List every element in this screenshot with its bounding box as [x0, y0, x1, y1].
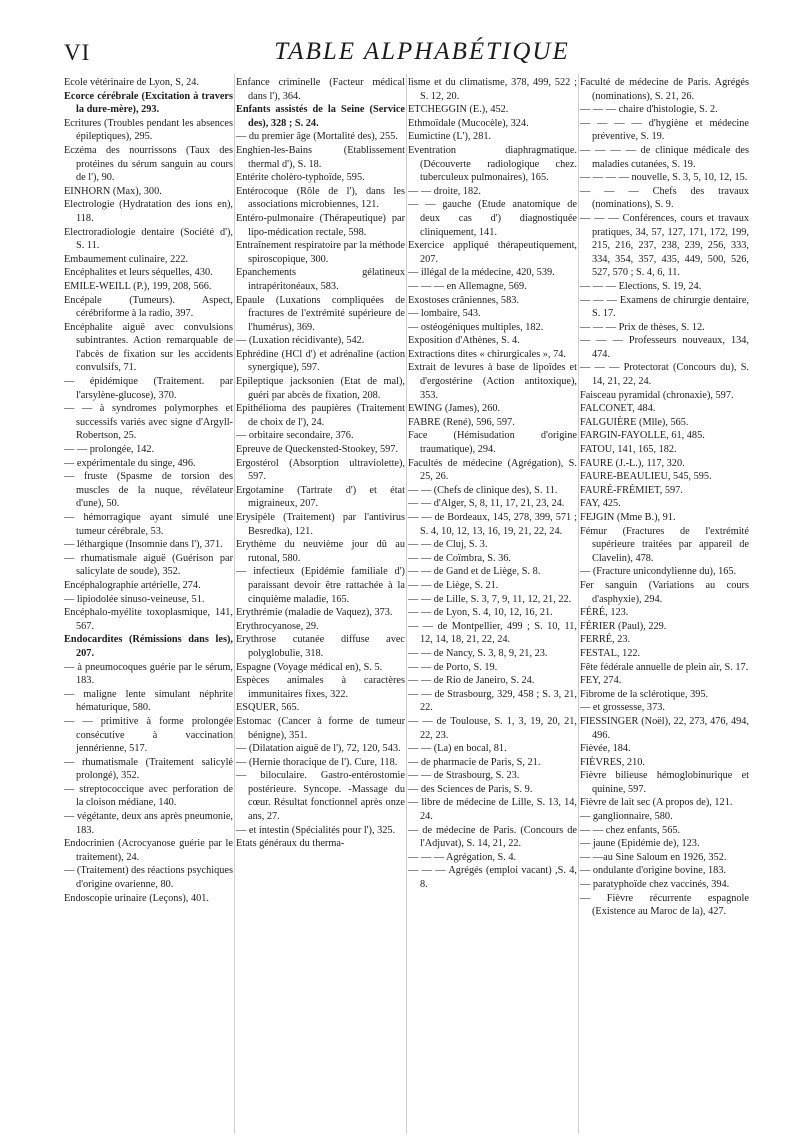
index-entry: FAY, 425. [580, 498, 621, 510]
index-entry: — — de Toulouse, S. 1, 3, 19, 20, 21, 22, 23. [408, 715, 577, 741]
index-entry: — — — — d'hygiène et médecine préventive, S. 19. [580, 117, 749, 143]
index-entry: — — de Lille, S. 3, 7, 9, 11, 12, 21, 22. [408, 593, 572, 605]
index-column-2 [236, 76, 405, 851]
index-entry: — — gauche (Etude anatomique de deux cas d') diagnostiquée cliniquement, 141. [408, 199, 577, 238]
index-entry: Exposition d'Athènes, S. 4. [408, 335, 520, 347]
index-entry: — — — Agrégés (emploi vacant) ,S. 4, 8. [408, 865, 577, 891]
index-entry: — — prolongée, 142. [64, 444, 155, 456]
index-entry: — — de Gand et de Liège, S. 8. [408, 566, 541, 578]
index-entry: — — — chaire d'histologie, S. 2. [580, 104, 718, 116]
index-entry: Faculté de médecine de Paris. Agrégés (nominations), S. 21, 26. [580, 77, 749, 102]
index-entry: ESQUER, 565. [236, 702, 300, 714]
index-entry: Fièvre de lait sec (A propos de), 121. [580, 797, 733, 809]
index-entry: Enfance criminelle (Facteur médical dans l'), 364. [236, 77, 405, 102]
index-entry: FALCONET, 484. [580, 403, 656, 415]
column-divider [234, 74, 235, 1134]
index-entry: lisme et du climatisme, 378, 499, 522 ; S. 12, 20. [408, 77, 577, 102]
index-entry: FABRE (René), 596, 597. [408, 416, 515, 428]
index-entry: Encépale (Tumeurs). Aspect, cérébriforme à la radio, 397. [64, 294, 233, 320]
index-entry: — — de Cluj, S. 3. [408, 539, 488, 551]
index-entry: — lombaire, 543. [408, 308, 481, 320]
index-entry: — (Fracture unicondylienne du), 165. [580, 566, 737, 578]
index-entry: — rhumatismale (Traitement salicylé prolongé), 352. [64, 756, 233, 782]
index-entry: FESTAL, 122. [580, 647, 641, 659]
column-divider [578, 74, 579, 1134]
index-entry: Erysipèle (Traitement) par l'antivirus Besredka), 121. [236, 512, 405, 537]
index-entry: FALGUIÈRE (Mlle), 565. [580, 416, 689, 428]
index-entry: — maligne lente simulant néphrite hématurique, 580. [64, 688, 233, 714]
index-entry: — ganglionnaire, 580. [580, 811, 673, 823]
index-entry: — — — Protectorat (Concours du), S. 14, 21, 22, 24. [580, 362, 749, 388]
index-entry: — — de Coïmbra, S. 36. [408, 552, 511, 564]
index-entry: Espagne (Voyage médical en), S. 5. [236, 661, 383, 673]
index-entry: — à pneumocoques guérie par le sérum, 183. [64, 661, 233, 687]
index-entry: EMILE-WEILL (P.), 199, 208, 566. [64, 280, 212, 292]
index-entry: — lipiodolée sinuso-veineuse, 51. [64, 593, 205, 605]
index-entry: FAURE-BEAULIEU, 545, 595. [580, 471, 712, 483]
index-entry: — — (Chefs de clinique des), S. 11. [408, 484, 558, 496]
index-entry: FÉRÉ, 123. [580, 607, 629, 619]
index-entry: — illégal de la médecine, 420, 539. [408, 267, 555, 279]
index-entry: Encéphalite aiguë avec convulsions subintrantes. Action remarquable de l'abcès de fixation sur les accidents convulsifs, 71. [64, 321, 233, 374]
column-divider [406, 74, 407, 1134]
index-entry: — ondulante d'origine bovine, 183. [580, 865, 726, 877]
index-entry: Facultés de médecine (Agrégation), S. 25, 26. [408, 457, 577, 483]
index-entry: Electrologie (Hydratation des ions en), 118. [64, 199, 233, 224]
index-entry: Epaule (Luxations compliquées de fractures de l'extrémité supérieure de l'humérus), 369. [236, 294, 405, 333]
index-entry: Entérite cholèro-typhoïde, 595. [236, 172, 365, 184]
index-entry: Ergotamine (Tartrate d') et état migraineux, 207. [236, 484, 405, 510]
index-entry: — (Dilatation aiguë de l'), 72, 120, 543. [236, 743, 401, 755]
index-entry: Ecorce cérébrale (Excitation à travers la dure-mère), 293. [64, 90, 233, 116]
index-entry: Enfants assistés de la Seine (Service des), 328 ; S. 24. [236, 104, 405, 129]
index-entry: Entéro-pulmonaire (Thérapeutique) par lipo-médication rectale, 598. [236, 212, 405, 238]
index-entry: — — à syndromes polymorphes et successifs variés avec signe d'Argyll-Robertson, 25. [64, 403, 233, 442]
index-entry: Endocardites (Rémissions dans les), 207. [64, 634, 233, 659]
index-entry: — — de Porto, S. 19. [408, 661, 498, 673]
index-entry: Encéphalites et leurs séquelles, 430. [64, 267, 213, 279]
index-entry: — hémorragique ayant simulé une tumeur cérébrale, 53. [64, 512, 233, 537]
index-entry: FIESSINGER (Noël), 22, 273, 476, 494, 496. [580, 715, 749, 741]
index-entry: — de médecine de Paris. (Concours de l'Adjuvat), S. 14, 21, 22. [408, 824, 577, 850]
index-entry: — rhumatismale aiguë (Guérison par salicylate de soude), 352. [64, 552, 233, 578]
index-entry: Ecole vétérinaire de Lyon, S, 24. [64, 77, 199, 88]
index-entry: — des Sciences de Paris, S. 9. [408, 783, 533, 795]
index-entry: — — — Examens de chirurgie dentaire, S. 17. [580, 294, 749, 320]
index-column-3 [408, 76, 577, 892]
index-entry: Endocrinien (Acrocyanose guérie par le traitement), 24. [64, 838, 233, 863]
index-entry: Embaumement culinaire, 222. [64, 253, 189, 265]
index-entry: FARGIN-FAYOLLE, 61, 485. [580, 430, 705, 442]
index-entry: Epreuve de Queckensted-Stookey, 597. [236, 444, 399, 456]
index-entry: — du premier âge (Mortalité des), 255. [236, 131, 398, 143]
index-entry: — — — Agrégation, S. 4. [408, 851, 517, 863]
index-entry: Ephrédine (HCl d') et adrénaline (action synergique), 597. [236, 348, 405, 374]
index-entry: — — d'Alger, S, 8, 11, 17, 21, 23, 24. [408, 498, 565, 510]
index-entry: Entraînement respiratoire par la méthode spiroscopique, 300. [236, 240, 405, 265]
page-number: VI [64, 40, 91, 65]
index-entry: — orbitaire secondaire, 376. [236, 430, 354, 442]
index-entry: Epithélioma des paupières (Traitement de choix de l'), 24. [236, 403, 405, 428]
index-entry: EINHORN (Max), 300. [64, 185, 162, 197]
index-entry: Epanchements gélatineux intrapéritonéaux, 583. [236, 267, 405, 292]
index-entry: — — de Strasbourg, 329, 458 ; S. 3, 21, 22. [408, 688, 577, 714]
index-entry: FERRÉ, 23. [580, 634, 631, 646]
index-entry: — — droite, 182. [408, 185, 481, 197]
index-entry: — biloculaire. Gastro-entérostomie postérieure. Syncope. -Massage du cœur. Résultat fonctionnel après onze ans, 27. [236, 770, 405, 823]
index-entry: Extractions dites « chirurgicales », 74. [408, 348, 566, 360]
index-entry: — et intestin (Spécialités pour l'), 325. [236, 824, 396, 836]
index-entry: Ergostérol (Absorption ultraviolette), 597. [236, 457, 405, 483]
index-entry: — — de Lyon, S. 4, 10, 12, 16, 21. [408, 607, 553, 619]
index-entry: Erythrose cutanée diffuse avec polyglobulie, 318. [236, 634, 405, 659]
index-columns [64, 76, 776, 1136]
index-entry: Erythème du neuvième jour dû au rutonal, 580. [236, 539, 405, 564]
index-entry: FATOU, 141, 165, 182. [580, 444, 677, 456]
index-entry: Entérocoque (Rôle de l'), dans les associations microbiennes, 121. [236, 185, 405, 211]
index-entry: FEY, 274. [580, 675, 622, 687]
index-entry: — —au Sine Saloum en 1926, 352. [580, 851, 727, 863]
index-entry: — — chez enfants, 565. [580, 824, 681, 836]
page-title: TABLE ALPHABÉTIQUE [274, 38, 570, 65]
index-column-4 [580, 76, 749, 919]
index-entry: Ecritures (Troubles pendant les absences épileptiques), 295. [64, 117, 233, 143]
index-entry: Endoscopie urinaire (Leçons), 401. [64, 892, 209, 904]
index-entry: FEJGIN (Mme B.), 91. [580, 512, 676, 523]
index-entry: Electroradiologie dentaire (Société d'), S. 11. [64, 226, 233, 252]
index-entry: — — de Liège, S. 21. [408, 579, 499, 591]
index-entry: — — de Rio de Janeiro, S. 24. [408, 675, 535, 687]
index-entry: Eumictine (L'), 281. [408, 131, 492, 143]
index-entry: — — — Elections, S. 19, 24. [580, 280, 702, 292]
index-column-1 [64, 76, 233, 905]
index-entry: Ethmoïdale (Mucocèle), 324. [408, 117, 529, 129]
index-entry: Erythrocyanose, 29. [236, 620, 319, 632]
index-entry: — et grossesse, 373. [580, 702, 665, 714]
index-entry: Estomac (Cancer à forme de tumeur bénigne), 351. [236, 715, 405, 741]
index-entry: — streptococcique avec perforation de la cloison médiane, 140. [64, 783, 233, 809]
index-entry: — — — Professeurs nouveaux, 134, 474. [580, 335, 749, 360]
index-entry: Epileptique jacksonien (Etat de mal), guéri par abcès de fixation, 208. [236, 376, 405, 401]
index-entry: Fièvée, 184. [580, 743, 631, 755]
index-entry: FÉRIER (Paul), 229. [580, 620, 667, 632]
index-entry: — libre de médecine de Lille, S. 13, 14, 24. [408, 797, 577, 823]
index-entry: — léthargique (Insomnie dans l'), 371. [64, 539, 223, 551]
index-entry: — — — — nouvelle, S. 3, 5, 10, 12, 15. [580, 172, 748, 184]
index-entry: Faisceau pyramidal (chronaxie), 597. [580, 389, 734, 401]
index-entry: — de pharmacie de Paris, S, 21. [408, 756, 541, 768]
index-entry: EWING (James), 260. [408, 403, 501, 415]
index-entry: — fruste (Spasme de torsion des muscles de la nuque, révélateur d'une), 50. [64, 471, 233, 510]
index-entry: — — de Strasbourg, S. 23. [408, 770, 520, 782]
index-entry: — — — Chefs des travaux (nominations), S. 9. [580, 185, 749, 211]
index-entry: Fémur (Fractures de l'extrémité supérieure traitées par appareil de Clavelin), 478. [580, 525, 749, 564]
index-entry: — — de Nancy, S. 3, 8, 9, 21, 23. [408, 647, 548, 659]
index-entry: ETCHEGGIN (E.), 452. [408, 104, 509, 116]
index-entry: FAURE (J.-L.), 117, 320. [580, 457, 685, 469]
index-entry: Fête fédérale annuelle de plein air, S. 17. [580, 661, 749, 673]
index-entry: — — primitive à forme prolongée consécutive à vaccination jennérienne, 517. [64, 715, 233, 755]
index-entry: Eventration diaphragmatique. (Découverte radiologique chez. tuberculeux pulmonaires), 165. [408, 144, 577, 184]
index-entry: Etats généraux du therma- [236, 838, 345, 850]
index-entry: Exercice appliqué thérapeutiquement, 207. [408, 240, 577, 265]
index-entry: — — de Bordeaux, 145, 278, 399, 571 ; S. 4, 10, 12, 13, 16, 19, 21, 22, 24. [408, 512, 577, 537]
index-entry: — ostéogéniques multiples, 182. [408, 321, 544, 333]
index-entry: — — de Montpellier, 499 ; S. 10, 11, 12, 14, 18, 21, 22, 24. [408, 620, 577, 646]
index-entry: — expérimentale du singe, 496. [64, 457, 196, 469]
index-entry: Erythrémie (maladie de Vaquez), 373. [236, 607, 393, 619]
index-entry: Face (Hémisudation d'origine traumatique), 294. [408, 430, 577, 456]
index-entry: — infectieux (Epidémie familiale d') paraissant devoir être rattachée à la cinquième maladie, 165. [236, 566, 405, 605]
index-entry: — — — — de clinique médicale des maladies cutanées, S. 19. [580, 144, 749, 170]
index-entry: Encéphalo-myélite toxoplasmique, 141, 567. [64, 607, 233, 632]
index-entry: Exostoses crâniennes, 583. [408, 294, 519, 306]
index-entry: Espèces animales à caractères immunitaires fixes, 322. [236, 675, 405, 700]
index-entry: Encéphalographie artérielle, 274. [64, 579, 201, 591]
index-entry: — — — en Allemagne, 569. [408, 280, 527, 292]
index-entry: — (Luxation récidivante), 542. [236, 335, 365, 347]
index-entry: — végétante, deux ans après pneumonie, 183. [64, 811, 233, 836]
index-entry: Extrait de levures à base de lipoïdes et d'ergostérine (Action antitoxique), 353. [408, 362, 577, 401]
index-entry: FIÈVRES, 210. [580, 756, 645, 768]
index-entry: Fibrome de la sclérotique, 395. [580, 688, 709, 700]
index-entry: Fer sanguin (Variations au cours d'asphyxie), 294. [580, 579, 749, 605]
index-entry: — épidémique (Traitement. par l'arsylène-glucose), 370. [64, 376, 233, 401]
index-entry: — paratyphoïde chez vaccinés, 394. [580, 879, 730, 891]
index-entry: — (Hernie thoracique de l'). Cure, 118. [236, 756, 398, 768]
index-entry: — — — Prix de thèses, S. 12. [580, 321, 705, 333]
index-entry: — — — Conférences, cours et travaux pratiques, 34, 57, 127, 171, 172, 199, 215, 216, 237, 238, 239, 256, 333, 334, 354, 357, 435, 449, 500, 526, 527, 570 ; S. 4, 6, 11. [580, 212, 749, 279]
index-entry: FAURÉ-FRÉMIET, 597. [580, 484, 683, 496]
index-entry: Enghien-les-Bains (Etablissement thermal d'), S. 18. [236, 144, 405, 170]
index-entry: — (Traitement) des réactions psychiques d'origine ovarienne, 80. [64, 865, 233, 891]
index-entry: Fièvre bilieuse hémoglobinurique et quinine, 597. [580, 770, 749, 795]
index-entry: — — (La) en bocal, 81. [408, 743, 507, 755]
index-entry: — Fièvre récurrente espagnole (Existence au Maroc de la), 427. [580, 892, 749, 918]
index-entry: Eczéma des nourrissons (Taux des protéines du sérum sanguin au cours de l'), 90. [64, 144, 233, 184]
index-entry: — jaune (Epidémie de), 123. [580, 838, 700, 850]
